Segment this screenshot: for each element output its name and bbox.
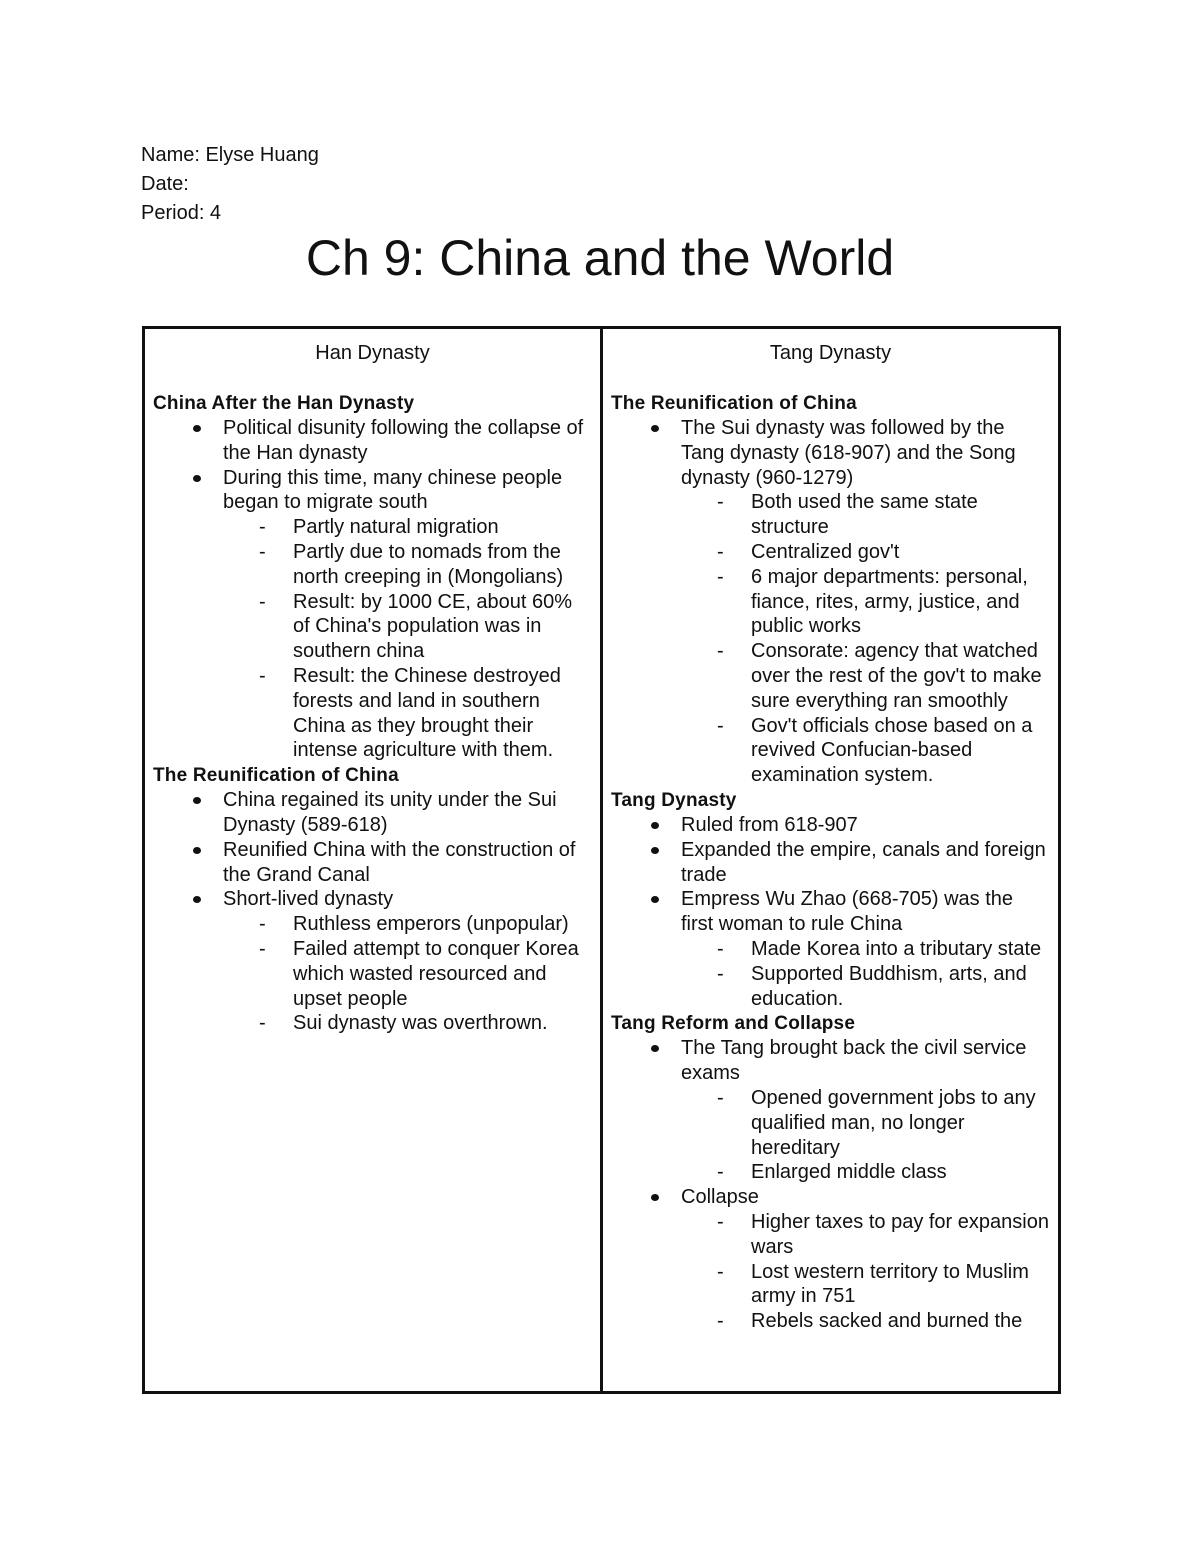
section-heading: Tang Reform and Collapse xyxy=(611,1013,856,1035)
sub-item xyxy=(681,962,1050,1012)
bullet-text: During this time, many chinese people began to migrate south xyxy=(223,466,563,514)
dash-icon: - xyxy=(717,1161,724,1184)
sub-text: Made Korea into a tributary state xyxy=(751,937,1042,960)
bullet-dot-icon xyxy=(193,847,201,854)
sub-list xyxy=(681,490,1050,788)
sub-text: Opened government jobs to any qualified man, no longer hereditary xyxy=(751,1086,1036,1159)
sub-item xyxy=(681,714,1050,788)
bullet-list xyxy=(611,416,1050,788)
sub-text: Sui dynasty was overthrown. xyxy=(293,1012,548,1035)
sub-text: Partly due to nomads from the north creeping in (Mongolians) xyxy=(293,540,564,588)
sub-list xyxy=(681,937,1050,1011)
dash-icon: - xyxy=(717,714,724,737)
bullet-dot-icon xyxy=(651,1194,659,1201)
bullet-item xyxy=(611,838,1050,888)
sub-text: Enlarged middle class xyxy=(751,1161,947,1184)
bullet-item xyxy=(153,838,592,888)
dash-icon: - xyxy=(259,664,266,687)
dash-icon: - xyxy=(259,590,266,613)
dash-icon: - xyxy=(717,491,724,514)
section-heading: China After the Han Dynasty xyxy=(153,393,415,414)
bullet-text: China regained its unity under the Sui Dynasty (589-618) xyxy=(223,789,557,836)
bullet-dot-icon xyxy=(651,1045,659,1052)
bullet-list xyxy=(611,813,1050,1011)
bullet-item xyxy=(153,466,592,764)
bullet-item xyxy=(611,887,1050,1011)
dash-icon: - xyxy=(717,640,724,663)
sub-item xyxy=(681,1210,1050,1260)
section-heading: The Reunification of China xyxy=(153,765,399,787)
period-line: Period: 4 xyxy=(141,202,222,224)
bullet-item xyxy=(153,887,592,1036)
sub-item xyxy=(223,1011,592,1036)
tang-dynasty-column xyxy=(603,329,1058,1391)
sub-item xyxy=(223,937,592,1011)
sub-text: Both used the same state structure xyxy=(751,491,978,539)
dash-icon: - xyxy=(717,962,724,985)
sub-item xyxy=(681,540,1050,565)
dash-icon: - xyxy=(259,540,266,563)
dash-icon: - xyxy=(717,565,724,588)
sub-text: Gov't officials chose based on a revived Confucian-based examination system. xyxy=(751,714,1033,787)
han-dynasty-column xyxy=(145,329,603,1391)
bullet-text: The Tang brought back the civil service exams xyxy=(681,1037,1027,1085)
sub-text: Failed attempt to conquer Korea which wasted resourced and upset people xyxy=(293,937,579,1010)
dash-icon: - xyxy=(259,516,266,539)
student-info xyxy=(141,141,319,228)
bullet-text: Short-lived dynasty xyxy=(223,888,394,911)
bullet-text: The Sui dynasty was followed by the Tang dynasty (618-907) and the Song dynasty (960-1279) xyxy=(681,417,1016,489)
dash-icon: - xyxy=(717,1260,724,1283)
sub-list xyxy=(681,1210,1050,1334)
sub-list xyxy=(223,515,592,763)
sub-item xyxy=(681,490,1050,540)
sub-item xyxy=(681,1160,1050,1185)
section-heading: Tang Dynasty xyxy=(611,789,737,811)
sub-text: Ruthless emperors (unpopular) xyxy=(293,913,569,936)
bullet-text: Political disunity following the collapse of the Han dynasty xyxy=(223,417,584,464)
sub-text: Lost western territory to Muslim army in 751 xyxy=(751,1260,1029,1308)
sub-list xyxy=(223,912,592,1036)
dash-icon: - xyxy=(717,540,724,563)
sub-text: Supported Buddhism, arts, and education. xyxy=(751,962,1027,1010)
section-heading: The Reunification of China xyxy=(611,393,857,414)
sub-item xyxy=(223,912,592,937)
bullet-text: Ruled from 618-907 xyxy=(681,813,858,836)
sub-text: Partly natural migration xyxy=(293,516,499,539)
bullet-text: Reunified China with the construction of the Grand Canal xyxy=(223,838,576,886)
sub-item xyxy=(681,1260,1050,1310)
dash-icon: - xyxy=(717,1210,724,1233)
bullet-dot-icon xyxy=(193,475,201,482)
sub-item xyxy=(681,1086,1050,1160)
bullet-text: Empress Wu Zhao (668-705) was the first woman to rule China xyxy=(681,888,1014,936)
bullet-item xyxy=(611,813,1050,838)
sub-text: Result: the Chinese destroyed forests and land in southern China as they brought their intense agriculture with them. xyxy=(293,664,561,762)
bullet-list xyxy=(611,1036,1050,1334)
dash-icon: - xyxy=(717,1310,724,1333)
dash-icon: - xyxy=(717,1086,724,1109)
bullet-item xyxy=(611,1036,1050,1185)
sub-item xyxy=(681,565,1050,639)
sub-item xyxy=(223,664,592,763)
column-sections xyxy=(153,391,592,1036)
dash-icon: - xyxy=(259,937,266,960)
bullet-text: Expanded the empire, canals and foreign trade xyxy=(681,838,1046,886)
sub-item xyxy=(681,1309,1050,1334)
date-line: Date: xyxy=(141,173,189,195)
dash-icon: - xyxy=(259,913,266,936)
bullet-item xyxy=(153,788,592,838)
dash-icon: - xyxy=(717,937,724,960)
sub-text: Rebels sacked and burned the xyxy=(751,1310,1023,1333)
column-sections xyxy=(611,391,1050,1334)
bullet-dot-icon xyxy=(651,425,659,432)
bullet-item xyxy=(611,1185,1050,1334)
sub-text: Result: by 1000 CE, about 60% of China's population was in southern china xyxy=(293,590,573,663)
sub-item xyxy=(223,590,592,664)
dash-icon: - xyxy=(259,1012,266,1035)
bullet-dot-icon xyxy=(651,847,659,854)
bullet-list xyxy=(153,416,592,763)
column-heading: Han Dynasty xyxy=(315,342,430,364)
bullet-text: Collapse xyxy=(681,1186,759,1209)
bullet-item xyxy=(153,416,592,466)
bullet-dot-icon xyxy=(193,425,201,432)
name-line: Name: Elyse Huang xyxy=(141,144,319,166)
sub-text: 6 major departments: personal, fiance, rites, army, justice, and public works xyxy=(751,565,1028,638)
column-heading: Tang Dynasty xyxy=(769,342,892,364)
bullet-dot-icon xyxy=(193,797,201,804)
sub-item xyxy=(223,515,592,540)
bullet-item xyxy=(611,416,1050,788)
sub-text: Consorate: agency that watched over the rest of the gov't to make sure everything ran smoothly xyxy=(751,640,1042,712)
sub-text: Higher taxes to pay for expansion wars xyxy=(751,1210,1049,1258)
notes-table xyxy=(142,326,1061,1394)
sub-item xyxy=(223,540,592,590)
bullet-dot-icon xyxy=(651,896,659,903)
sub-text: Centralized gov't xyxy=(751,540,900,563)
sub-item xyxy=(681,937,1050,962)
bullet-list xyxy=(153,788,592,1036)
sub-list xyxy=(681,1086,1050,1185)
sub-item xyxy=(681,639,1050,713)
bullet-dot-icon xyxy=(193,896,201,903)
page-title: Ch 9: China and the World xyxy=(305,230,895,286)
bullet-dot-icon xyxy=(651,822,659,829)
